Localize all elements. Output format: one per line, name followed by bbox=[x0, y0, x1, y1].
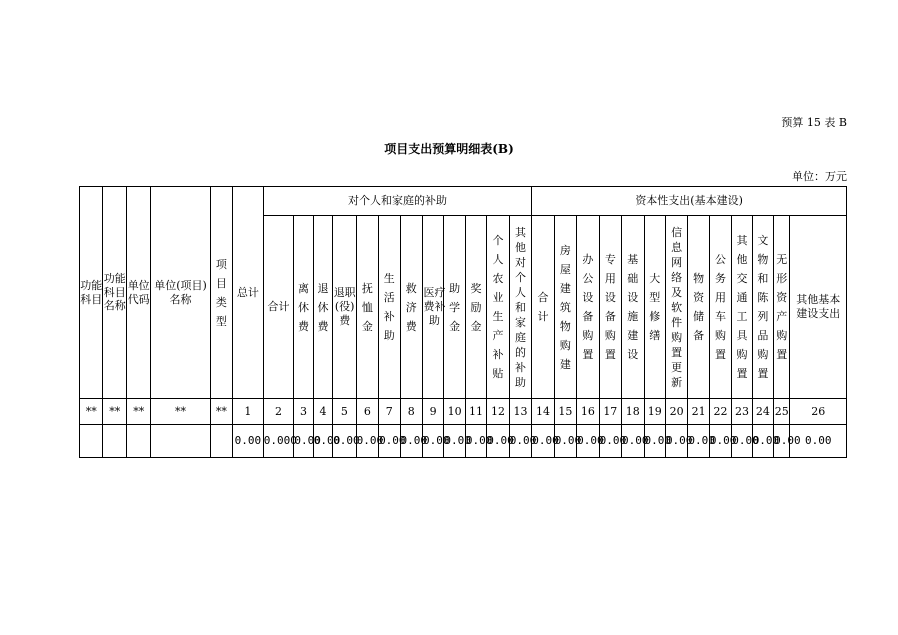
column-number: ** bbox=[80, 399, 103, 425]
data-cell: 0.00 bbox=[688, 425, 709, 458]
header-cell: 功能科目名称 bbox=[103, 187, 126, 399]
column-number: ** bbox=[210, 399, 232, 425]
data-cell: 0.00 bbox=[444, 425, 465, 458]
unit-label: 单位：万元 bbox=[792, 170, 847, 183]
header-cell: 抚恤金 bbox=[356, 216, 378, 399]
header-cell: 文物和陈列品购置 bbox=[752, 216, 773, 399]
data-cell: 0.00 bbox=[233, 425, 264, 458]
data-cell: 0.00 bbox=[554, 425, 576, 458]
column-number: ** bbox=[126, 399, 151, 425]
column-number: 12 bbox=[487, 399, 509, 425]
header-row-groups bbox=[80, 187, 847, 216]
column-number: 17 bbox=[599, 399, 621, 425]
column-number: 18 bbox=[622, 399, 644, 425]
column-number: 6 bbox=[356, 399, 378, 425]
data-cell: 0.00 bbox=[665, 425, 687, 458]
column-number: 26 bbox=[790, 399, 847, 425]
data-cell: 0.00 bbox=[509, 425, 532, 458]
column-number: 8 bbox=[400, 399, 422, 425]
data-cell: 0.00 bbox=[732, 425, 752, 458]
data-cell: 0.00 bbox=[465, 425, 486, 458]
group-header-capital: 资本性支出(基本建设) bbox=[532, 187, 847, 216]
header-cell: 单位(项目)名称 bbox=[151, 187, 210, 399]
column-number: 22 bbox=[709, 399, 731, 425]
header-cell: 基础设施建设 bbox=[622, 216, 644, 399]
header-cell: 单位代码 bbox=[126, 187, 151, 399]
data-cell: 0.00 bbox=[487, 425, 509, 458]
data-cell: 0.00 bbox=[313, 425, 332, 458]
header-cell: 信息网络及软件购置更新 bbox=[665, 216, 687, 399]
column-number: 9 bbox=[422, 399, 443, 425]
data-cell bbox=[210, 425, 232, 458]
header-cell: 医疗费补助 bbox=[422, 216, 443, 399]
column-number: 20 bbox=[665, 399, 687, 425]
column-number: 4 bbox=[313, 399, 332, 425]
column-number: 10 bbox=[444, 399, 465, 425]
data-cell: 0.00 bbox=[532, 425, 554, 458]
header-cell: 退职(役)费 bbox=[333, 216, 356, 399]
header-cell: 房屋建筑物购建 bbox=[554, 216, 576, 399]
data-cell: 0.00 bbox=[774, 425, 790, 458]
header-cell: 救济费 bbox=[400, 216, 422, 399]
data-cell: 0.00 bbox=[622, 425, 644, 458]
header-cell: 合计 bbox=[532, 216, 554, 399]
column-number: 7 bbox=[379, 399, 400, 425]
header-cell: 奖励金 bbox=[465, 216, 486, 399]
header-cell: 无形资产购置 bbox=[774, 216, 790, 399]
header-cell: 合计 bbox=[263, 216, 294, 399]
column-number: 16 bbox=[577, 399, 599, 425]
data-cell: 0.00 bbox=[379, 425, 400, 458]
header-cell: 其他交通工具购置 bbox=[732, 216, 752, 399]
column-number: 1 bbox=[233, 399, 264, 425]
header-cell: 个人农业生产补贴 bbox=[487, 216, 509, 399]
header-cell: 总计 bbox=[233, 187, 264, 399]
header-cell: 助学金 bbox=[444, 216, 465, 399]
data-cell: 0.00 bbox=[577, 425, 599, 458]
column-number: 19 bbox=[644, 399, 665, 425]
data-cell: 0.00 bbox=[790, 425, 847, 458]
budget-table bbox=[79, 186, 847, 458]
data-cell bbox=[80, 425, 103, 458]
table-row bbox=[80, 425, 847, 458]
header-cell: 大型修缮 bbox=[644, 216, 665, 399]
column-number: 25 bbox=[774, 399, 790, 425]
column-number: 23 bbox=[732, 399, 752, 425]
column-number: 15 bbox=[554, 399, 576, 425]
data-cell bbox=[151, 425, 210, 458]
group-header-personal: 对个人和家庭的补助 bbox=[263, 187, 532, 216]
column-number-row bbox=[80, 399, 847, 425]
data-cell: 0.00 bbox=[422, 425, 443, 458]
data-cell: 0.00 bbox=[644, 425, 665, 458]
data-cell: 0.00 bbox=[356, 425, 378, 458]
header-cell: 公务用车购置 bbox=[709, 216, 731, 399]
page-title: 项目支出预算明细表(B) bbox=[384, 142, 514, 156]
column-number: 14 bbox=[532, 399, 554, 425]
data-cell bbox=[103, 425, 126, 458]
data-cell: 0.00 bbox=[599, 425, 621, 458]
header-cell: 功能科目 bbox=[80, 187, 103, 399]
data-cell: 0.00 bbox=[333, 425, 356, 458]
header-cell: 项目类型 bbox=[210, 187, 232, 399]
header-cell: 退休费 bbox=[313, 216, 332, 399]
header-cell: 离休费 bbox=[294, 216, 313, 399]
header-cell: 专用设备购置 bbox=[599, 216, 621, 399]
column-number: 2 bbox=[263, 399, 294, 425]
data-cell: 0.00 bbox=[294, 425, 313, 458]
column-number: ** bbox=[103, 399, 126, 425]
header-cell: 其他基本建设支出 bbox=[790, 216, 847, 399]
data-cell: 0.00 bbox=[752, 425, 773, 458]
data-cell: 0.00 bbox=[709, 425, 731, 458]
header-cell: 生活补助 bbox=[379, 216, 400, 399]
header-cell: 其他对个人和家庭的补助 bbox=[509, 216, 532, 399]
column-number: 24 bbox=[752, 399, 773, 425]
column-number: 21 bbox=[688, 399, 709, 425]
column-number: ** bbox=[151, 399, 210, 425]
header-cell: 办公设备购置 bbox=[577, 216, 599, 399]
header-cell: 物资储备 bbox=[688, 216, 709, 399]
data-cell bbox=[126, 425, 151, 458]
data-cell: 0.00 bbox=[400, 425, 422, 458]
column-number: 11 bbox=[465, 399, 486, 425]
column-number: 13 bbox=[509, 399, 532, 425]
column-number: 3 bbox=[294, 399, 313, 425]
data-cell: 0.000 bbox=[263, 425, 294, 458]
column-number: 5 bbox=[333, 399, 356, 425]
form-number: 预算 15 表 B bbox=[781, 116, 847, 129]
